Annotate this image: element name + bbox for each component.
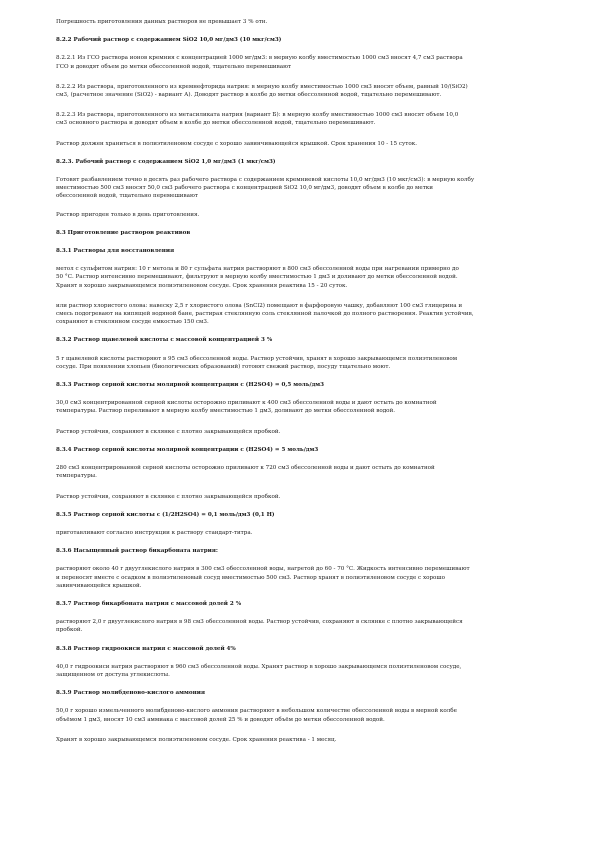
section-heading-8-2-3: 8.2.3. Рабочий раствор с содержанием SiO2 1,0 мг/дм3 (1 мкг/см3) [56,158,276,165]
section-heading-8-3-3: 8.3.3 Раствор серной кислоты молярной концентрации с (H2SO4) = 0,5 моль/дм3 [56,382,325,389]
storage-note: Раствор должен храниться в полиэтиленовом сосуде с хорошо завинчивающейся крышкой. Срок хранения 10 - 15 суток. [56,140,418,147]
paragraph-8-2-2-1: 8.2.2.1 Из ГСО раствора ионов кремния с концентрацией 1000 мг/дм3: в мерную колбу вместимостью 1000 см3 вносят 4,7 см3 раствора ГСО и доводят объем до метки обессоленной водой, тщательно перемешивают [56,55,463,70]
stability-note-2: Раствор устойчив, сохраняют в склянке с плотно закрывающейся пробкой. [56,493,281,500]
paragraph-8-3-7: растворяют 2,0 г двууглекислого натрия в 98 см3 обессоленной воды. Раствор устойчив, сохраняют в склянке с плотно закрывающейся пробкой. [56,619,463,634]
section-heading-8-2-2: 8.2.2 Рабочий раствор с содержанием SiO2 10,0 мг/дм3 (10 мкг/см3) [56,37,282,44]
storage-note-final: Хранят в хорошо закрывающемся полиэтиленовом сосуде. Срок хранения реактива - 1 месяц. [56,736,337,743]
shelf-life-note: Раствор пригоден только в день приготовления. [56,211,200,218]
section-heading-8-3: 8.3 Приготовление растворов реактивов [56,229,191,236]
section-heading-8-3-4: 8.3.4 Раствор серной кислоты молярной концентрации с (H2SO4) = 5 моль/дм3 [56,446,319,453]
section-heading-8-3-2: 8.3.2 Раствор щавелевой кислоты с массовой концентрацией 3 % [56,337,273,344]
paragraph-8-3-6: растворяют около 40 г двууглекислого натрия в 300 см3 обессоленной воды, нагретой до 60 - 70 °С. Жидкость интенсивно перемешивают и переносят вместе с осадком в полиэтиленовый сосуд вместимостью 500 см3. Раствор хранят в полиэтиленовом сосуде с хорошо завинчивающейся крышкой. [56,566,470,589]
section-heading-8-3-7: 8.3.7 Раствор бикарбоната натрия с массовой долей 2 % [56,600,242,607]
paragraph-8-3-2: 5 г щавелевой кислоты растворяют в 95 см3 обессоленной воды. Раствор устойчив, хранят в хорошо закрывающемся полиэтиленовом сосуде. При появлении хлопьев (биологических образований) готовят свежий раствор, посуду тщательно моют. [56,355,458,370]
stability-note-1: Раствор устойчив, сохраняют в склянке с плотно закрывающейся пробкой. [56,428,281,435]
paragraph-8-3-4: 280 см3 концентрированной серной кислоты осторожно приливают к 720 см3 обессоленной воды и дают остыть до комнатной температуры. [56,465,435,480]
paragraph-8-2-2-3: 8.2.2.3 Из раствора, приготовленного из метасиликата натрия (вариант Б): в мерную колбу вместимостью 1000 см3 вносят объем 10,0 см3 основного раствора и доводят объем в колбе до метки обессоленной водой, тщательно перемешивают. [56,112,459,127]
paragraph-8-3-8: 40,0 г гидроокиси натрия растворяют в 960 см3 обессоленной воды. Хранят раствор в хорошо закрывающемся полиэтиленовом сосуде, защищенном от доступа углекислоты. [56,663,462,678]
paragraph-8-2-3: Готовят разбавлением точно в десять раз рабочего раствора с содержанием кремниевой кислоты 10,0 мг/дм3 (10 мкг/см3): в мерную колбу вместимостью 500 см3 вносят 50,0 см3 рабочего раствора с концентрацией SiO2 10,0 мг/дм3, доводят объем в колбе до метки обессоленной водой, тщательно перемешивают [56,177,475,200]
paragraph-metol: метол с сульфитом натрия: 10 г метола и 80 г сульфата натрия растворяют в 800 см3 обессоленной воды при нагревании примерно до 50 °С. Раствор интенсивно перемешивают, фильтруют в мерную колбу вместимостью 1 дм3 и доливают до метки обессоленной водой. Хранят в хорошо закрывающемся полиэтиленовом сосуде. Срок хранения реактива 15 - 20 суток. [56,266,459,289]
section-heading-8-3-8: 8.3.8 Раствор гидроокиси натрия с массовой долей 4% [56,645,236,652]
section-heading-8-3-1: 8.3.1 Растворы для восстановления [56,248,175,255]
section-heading-8-3-9: 8.3.9 Раствор молибденово-кислого аммония [56,690,205,697]
section-heading-8-3-5: 8.3.5 Раствор серной кислоты с (1/2H2SO4) = 0,1 моль/дм3 (0,1 Н) [56,511,275,518]
paragraph-8-2-2-2: 8.2.2.2 Из раствора, приготовленного из кремнефторида натрия: в мерную колбу вместимостью 1000 см3 вносят объем, равный 10/(SiO2) см3, (расчетное значение (SiO2) - вариант А). Доводят раствор в колбе до метки обессоленной водой, тщательно перемешивают. [56,83,468,99]
accuracy-note: Погрешность приготовления данных растворов не превышает 3 % отн. [56,19,268,25]
paragraph-8-3-5: приготавливают согласно инструкции к раствору стандарт-титра. [56,529,253,536]
section-heading-8-3-6: 8.3.6 Насыщенный раствор бикарбоната натрия: [56,548,218,555]
paragraph-8-3-3: 30,0 см3 концентрированной серной кислоты осторожно приливают к 400 см3 обессоленной воды и дают остыть до комнатной температуры. Раствор переливают в мерную колбу вместимостью 1 дм3, доливают до метки обессоленной водой. [56,400,437,415]
paragraph-8-3-9: 50,0 г хорошо измельченного молибденово-кислого аммония растворяют в небольшом количестве обессоленной воды в мерной колбе объёмом 1 дм3, вносят 10 см3 аммиака с массовой долей 25 % и доводят объём до метки обессоленной водой. [56,708,457,723]
paragraph-tin-chloride: или раствор хлористого олова: навеску 2,5 г хлористого олова (SnCl2) помещают в фарфоровую чашку, добавляют 100 см3 глицерина и смесь подогревают на кипящей водяной бане, растирая стеклянную соль стеклянной палочкой до полного растворения. Реактив устойчив, сохраняют в стеклянном сосуде емкостью 150 см3. [56,302,474,326]
